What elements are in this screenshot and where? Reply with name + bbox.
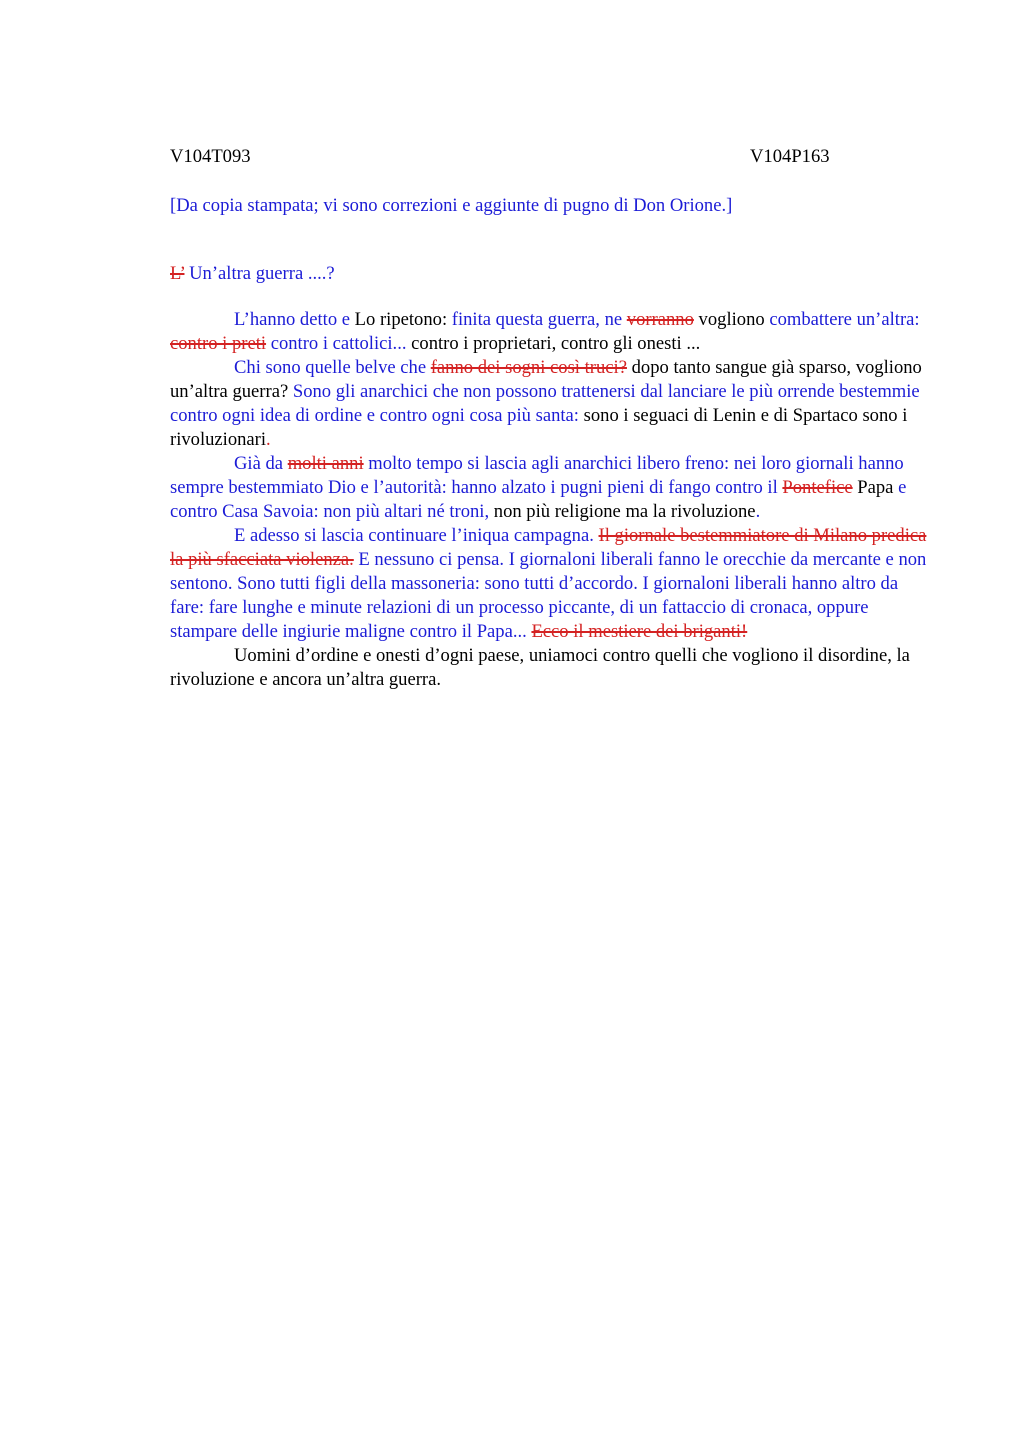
text-segment: Lo ripetono: (354, 309, 452, 330)
deleted-text-segment: L’ (170, 263, 185, 284)
text-segment: dopo tanto sangue già sparso, vogliono un’altra guerra? (170, 357, 922, 402)
text-segment: non più religione ma la rivoluzione (493, 501, 756, 522)
deleted-text-segment: vorranno (626, 309, 694, 330)
paragraph (170, 644, 928, 692)
text-segment: molto tempo si lascia agli anarchici libero freno: nei loro giornali hanno sempre bestemmiato Dio e l’autorità: hanno alzato i pugni pieni di fango contro il (170, 453, 904, 498)
text-segment: Uomini d’ordine e onesti d’ogni paese, uniamoci contro quelli che vogliono il disordine, la rivoluzione e ancora un’altra guerra. (170, 645, 910, 690)
document-title (170, 262, 930, 286)
text-segment: contro i cattolici... (266, 333, 412, 354)
text-segment: . (755, 501, 761, 522)
deleted-text-segment: molti anni (287, 453, 364, 474)
text-segment: Papa (852, 477, 899, 498)
text-segment: . (266, 429, 271, 450)
text-segment: [Da copia stampata; vi sono correzioni e aggiunte di pugno di Don Orione.] (170, 195, 733, 216)
text-segment: Sono gli anarchici che non possono trattenersi dal lanciare le più orrende bestemmie contro ogni idea di ordine e contro ogni cosa più santa: (170, 381, 920, 426)
text-segment: combattere un’altra: (769, 309, 920, 330)
text-segment: E nessuno ci pensa. I giornaloni liberali fanno le orecchie da mercante e non sentono. Sono tutti figli della massoneria: sono tutti d’accordo. I giornaloni liberali hanno altro da fare: fare lunghe e minute relazioni di un processo piccante, di un fattaccio di cronaca, oppure stampare delle ingiurie maligne contro il Papa... (170, 549, 927, 642)
text-segment: e contro Casa Savoia: non più altari né troni, (170, 477, 907, 522)
text-segment: L’hanno detto e (234, 309, 355, 330)
text-segment: Un’altra guerra ....? (184, 263, 335, 284)
paragraph (170, 524, 928, 644)
text-segment: vogliono (693, 309, 770, 330)
deleted-text-segment: Ecco il mestiere dei briganti! (531, 621, 748, 642)
paragraph (170, 356, 928, 452)
paragraph (170, 308, 928, 356)
text-segment: Già da (234, 453, 288, 474)
paragraph (170, 452, 928, 524)
deleted-text-segment: fanno dei sogni così truci? (430, 357, 627, 378)
deleted-text-segment: Pontefice (782, 477, 853, 498)
text-segment: Chi sono quelle belve che (234, 357, 431, 378)
doc-code-left: V104T093 (170, 146, 251, 167)
text-segment: contro i proprietari, contro gli onesti ... (411, 333, 701, 354)
document-body (170, 308, 928, 692)
deleted-text-segment: contro i preti (170, 333, 267, 354)
deleted-text-segment: Il giornale bestemmiatore di Milano predica la più sfacciata violenza. (170, 525, 927, 570)
doc-code-right: V104P163 (750, 146, 830, 167)
text-segment: E adesso si lascia continuare l’iniqua campagna. (234, 525, 599, 546)
text-segment: sono i seguaci di Lenin e di Spartaco sono i rivoluzionari (170, 405, 908, 450)
text-segment: finita questa guerra, ne (451, 309, 627, 330)
editorial-note (170, 194, 930, 218)
